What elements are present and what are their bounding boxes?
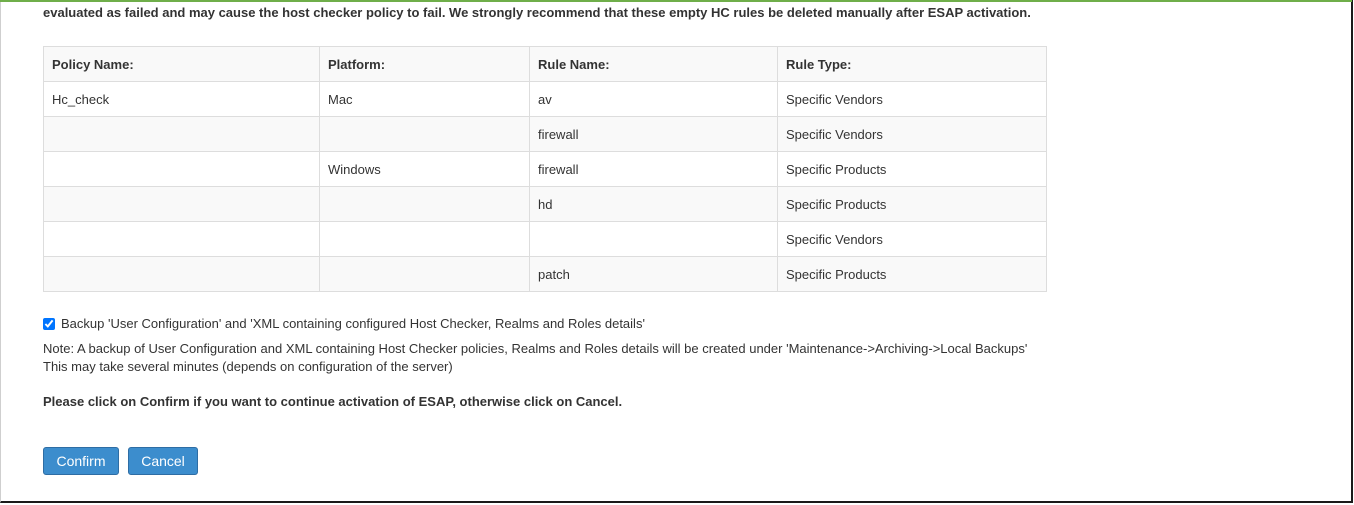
cell-platform (320, 257, 530, 292)
rules-table (43, 46, 1047, 292)
confirm-prompt: Please click on Confirm if you want to continue activation of ESAP, otherwise click on Cancel. (43, 394, 623, 409)
table-row (44, 152, 1047, 187)
cell-rule-name: firewall (530, 117, 778, 152)
header-rule-type: Rule Type: (778, 47, 1047, 82)
cell-rule-name: patch (530, 257, 778, 292)
header-platform: Platform: (320, 47, 530, 82)
backup-checkbox-label[interactable]: Backup 'User Configuration' and 'XML containing configured Host Checker, Realms and Roles details' (61, 316, 645, 331)
cell-platform (320, 117, 530, 152)
cell-rule-type: Specific Vendors (778, 117, 1047, 152)
cell-policy-name: Hc_check (44, 82, 320, 117)
cell-policy-name (44, 187, 320, 222)
note-line-duration: This may take several minutes (depends on configuration of the server) (43, 359, 453, 374)
cell-platform (320, 187, 530, 222)
table-row (44, 257, 1047, 292)
backup-option (43, 316, 645, 331)
header-rule-name: Rule Name: (530, 47, 778, 82)
table-header-row (44, 47, 1047, 82)
cell-policy-name (44, 117, 320, 152)
cell-policy-name (44, 222, 320, 257)
table-row (44, 187, 1047, 222)
cell-platform: Windows (320, 152, 530, 187)
cell-policy-name (44, 257, 320, 292)
table-row (44, 117, 1047, 152)
cell-rule-name (530, 222, 778, 257)
header-policy-name: Policy Name: (44, 47, 320, 82)
cell-platform (320, 222, 530, 257)
cell-rule-name: firewall (530, 152, 778, 187)
cell-rule-type: Specific Vendors (778, 222, 1047, 257)
cell-rule-name: hd (530, 187, 778, 222)
cancel-button[interactable]: Cancel (128, 447, 198, 475)
top-accent-bar (0, 0, 1352, 2)
backup-checkbox[interactable] (43, 318, 55, 330)
cell-rule-type: Specific Products (778, 257, 1047, 292)
table-row (44, 82, 1047, 117)
cell-rule-type: Specific Products (778, 187, 1047, 222)
note-line-location: Note: A backup of User Configuration and XML containing Host Checker policies, Realms and Roles details will be created under 'Maintenance->Archiving->Local Backups' (43, 341, 1028, 356)
cell-rule-type: Specific Products (778, 152, 1047, 187)
table-row (44, 222, 1047, 257)
confirm-button[interactable]: Confirm (43, 447, 119, 475)
cell-platform: Mac (320, 82, 530, 117)
backup-note (43, 340, 1027, 376)
cell-rule-type: Specific Vendors (778, 82, 1047, 117)
cell-policy-name (44, 152, 320, 187)
warning-text: evaluated as failed and may cause the host checker policy to fail. We strongly recommend that these empty HC rules be deleted manually after ESAP activation. (43, 5, 1031, 20)
cell-rule-name: av (530, 82, 778, 117)
